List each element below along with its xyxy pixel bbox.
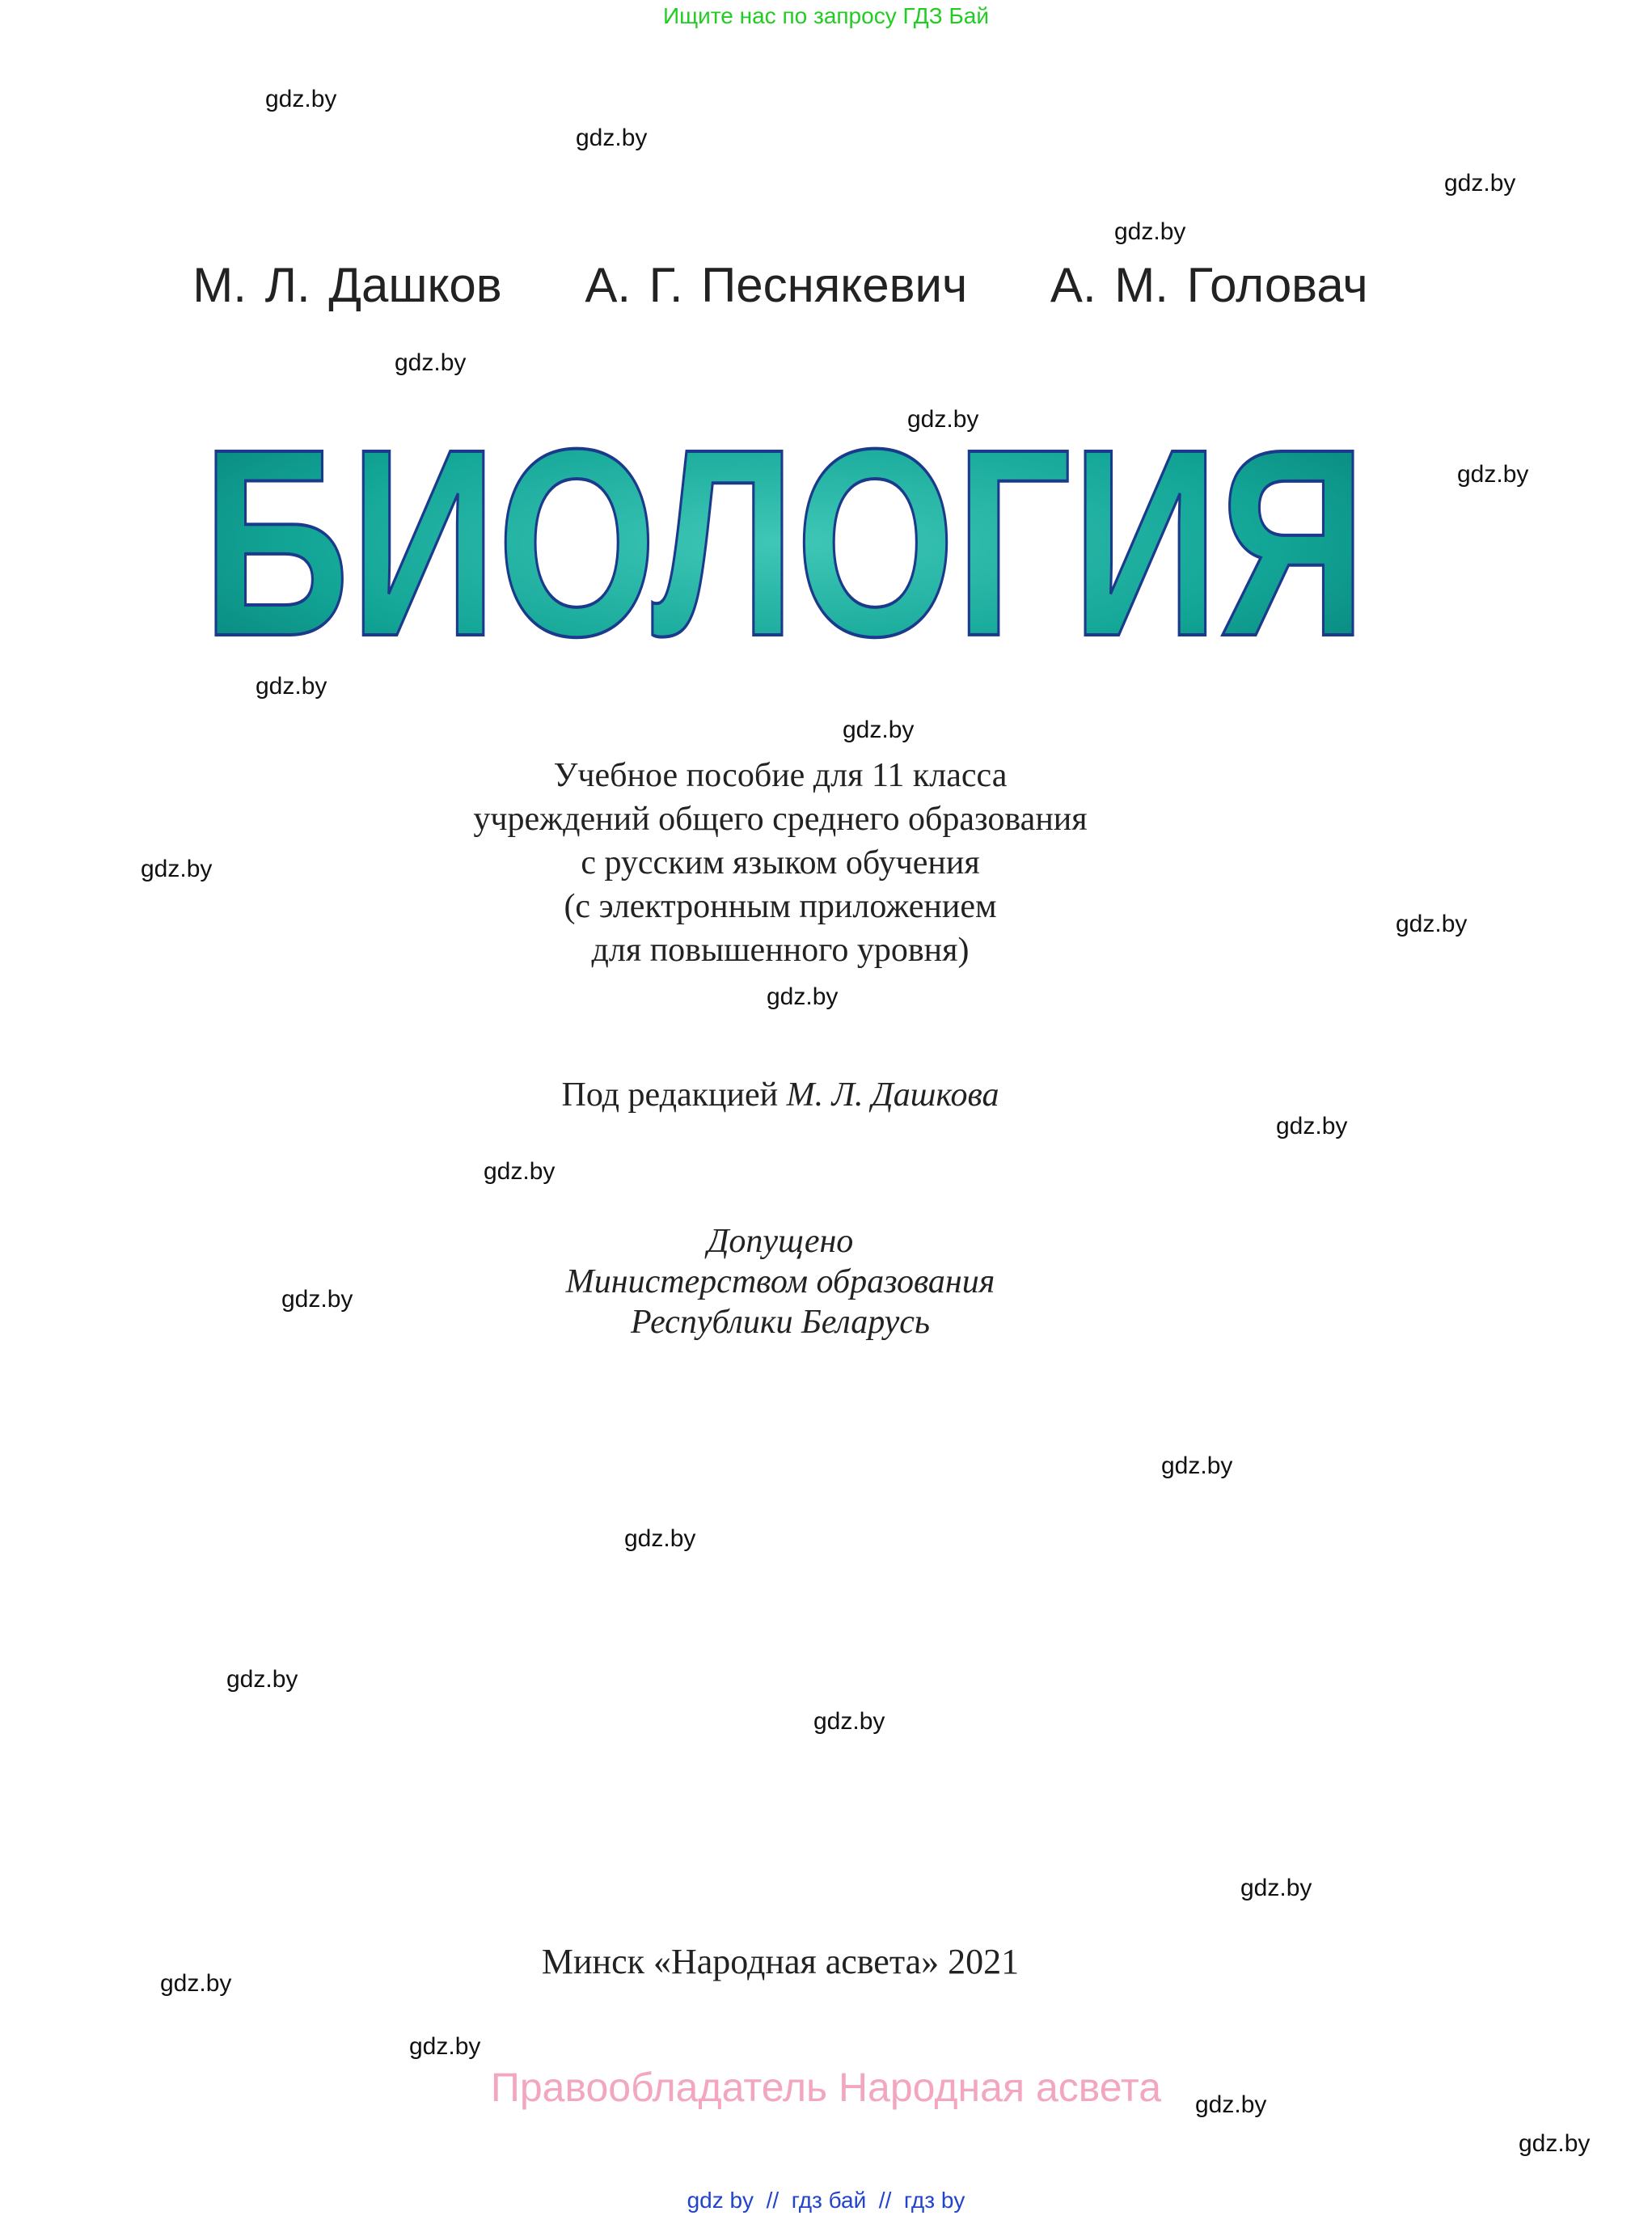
watermark: gdz.by [1195, 2091, 1267, 2118]
description-line: (с электронным приложением [564, 888, 997, 925]
watermark: gdz.by [1161, 1452, 1233, 1479]
watermark: gdz.by [907, 406, 979, 433]
watermark: gdz.by [843, 717, 915, 743]
description-line: Учебное пособие для 11 класса [553, 757, 1008, 794]
author-2: А. Г. Песнякевич [585, 258, 968, 312]
watermark: gdz.by [813, 1708, 885, 1735]
imprint: Минск «Народная асвета» 2021 [541, 1942, 1020, 1981]
description-line: для повышенного уровня) [591, 932, 970, 969]
watermark: gdz.by [1457, 461, 1529, 488]
authors [0, 257, 1561, 313]
watermark: gdz.by [624, 1525, 696, 1552]
approval-block [0, 1221, 1561, 1342]
watermark: gdz.by [576, 125, 648, 151]
watermark: gdz.by [281, 1286, 353, 1313]
editor-prefix: Под редакцией [561, 1076, 779, 1114]
watermark: gdz.by [1396, 911, 1468, 937]
watermark: gdz.by [1114, 218, 1186, 245]
watermark: gdz.by [141, 856, 213, 882]
approval-line: Республики Беларусь [630, 1304, 931, 1341]
editor-line [0, 1076, 1561, 1114]
watermark: gdz.by [484, 1158, 556, 1185]
approval-line: Допущено [707, 1223, 854, 1260]
watermark: gdz.by [1240, 1875, 1312, 1901]
watermark: gdz.by [409, 2033, 481, 2060]
book-title [194, 421, 1375, 655]
watermark: gdz.by [256, 673, 327, 700]
watermark: gdz.by [226, 1666, 298, 1693]
book-title-text: БИОЛОГИЯ [202, 421, 1367, 655]
watermark: gdz.by [1276, 1113, 1348, 1139]
watermark: gdz.by [265, 86, 337, 112]
watermark: gdz.by [395, 349, 467, 376]
author-1: М. Л. Дашков [192, 258, 502, 312]
editor-name: М. Л. Дашкова [786, 1076, 999, 1114]
watermark: gdz.by [160, 1970, 232, 1997]
watermark: gdz.by [767, 983, 839, 1010]
book-description [0, 754, 1561, 972]
search-banner[interactable]: Ищите нас по запросу ГДЗ Бай [662, 3, 990, 28]
description-line: учреждений общего среднего образования [473, 801, 1088, 838]
approval-line: Министерством образования [565, 1263, 995, 1300]
author-3: А. М. Головач [1050, 258, 1368, 312]
description-line: с русским языком обучения [581, 844, 980, 882]
watermark: gdz.by [1444, 170, 1516, 197]
rights-holder: Правообладатель Народная асвета [490, 2065, 1162, 2110]
bottom-links[interactable]: gdz by // гдз бай // гдз by [687, 2188, 965, 2213]
watermark: gdz.by [1519, 2130, 1591, 2157]
